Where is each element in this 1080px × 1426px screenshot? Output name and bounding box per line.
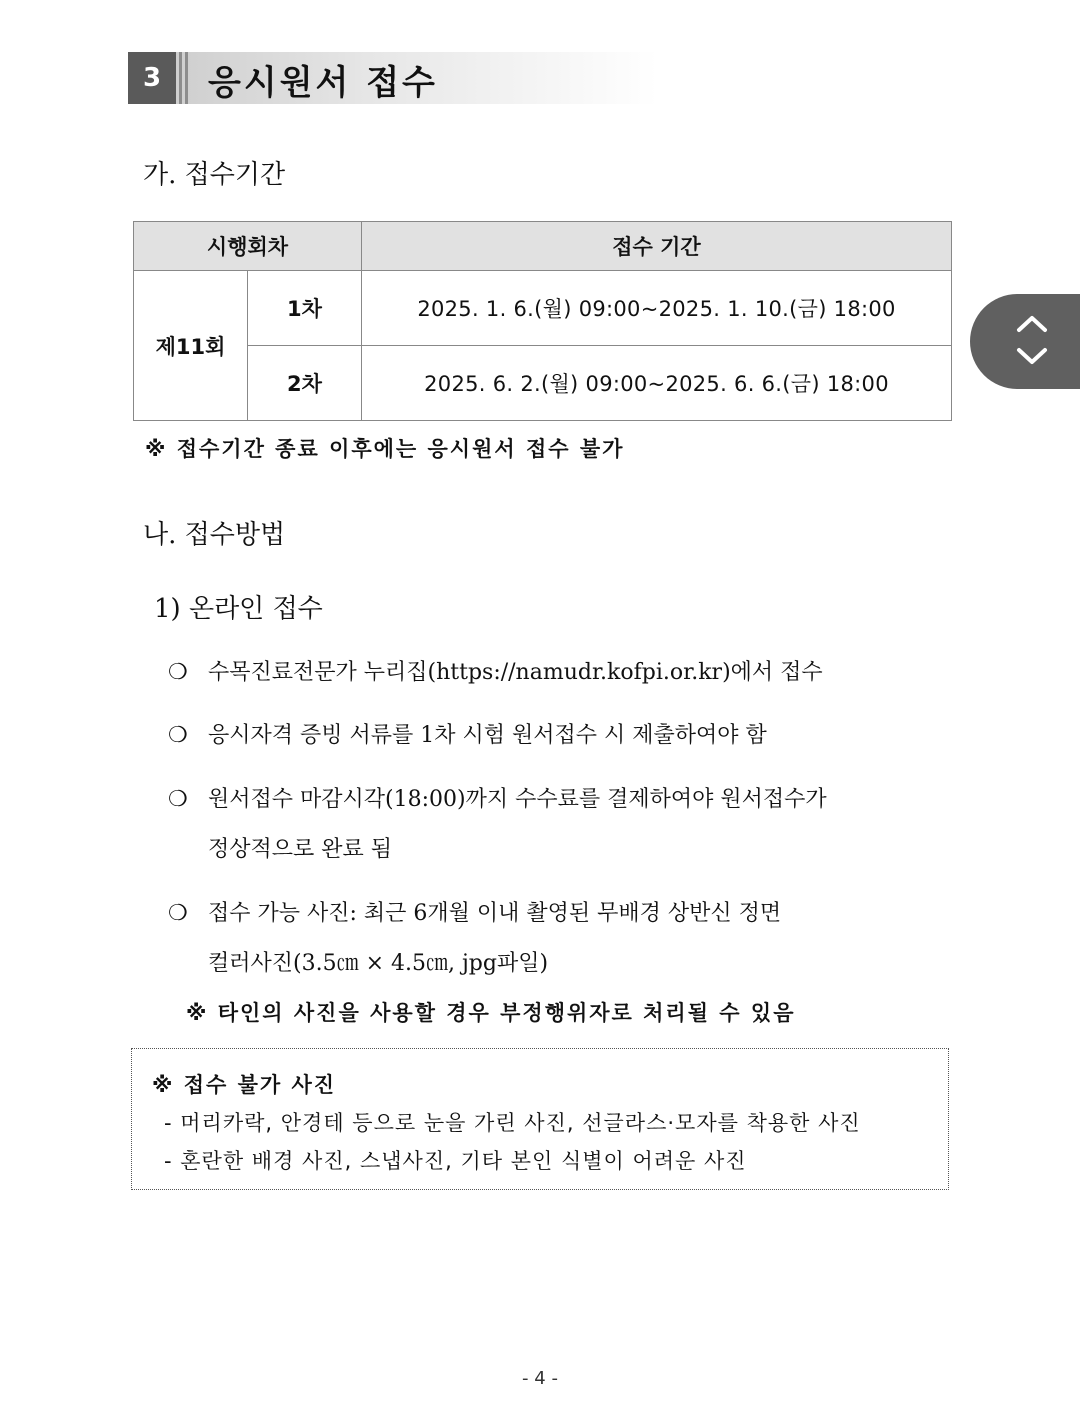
table-header-round: 시행회차	[134, 222, 362, 271]
scroll-up-down-icon	[1015, 310, 1049, 370]
section-divider-lines	[178, 52, 192, 104]
bullet-circle-icon: ❍	[168, 660, 188, 685]
date-cell: 2025. 1. 6.(월) 09:00~2025. 1. 10.(금) 18:00	[362, 271, 952, 346]
box-line: - 혼란한 배경 사진, 스냅사진, 기타 본인 식별이 어려운 사진	[164, 1149, 747, 1173]
list-item-text: 응시자격 증빙 서류를 1차 시험 원서접수 시 제출하여야 함	[208, 723, 767, 748]
scroll-up-down-button[interactable]	[970, 294, 1080, 389]
part-cell: 2차	[248, 346, 362, 421]
period-table	[133, 221, 952, 421]
table-header-row	[134, 222, 952, 271]
period-heading: 가. 접수기간	[143, 160, 286, 190]
list-item-continuation: 컬러사진(3.5㎝ × 4.5㎝, jpg파일)	[208, 951, 549, 976]
list-item	[168, 896, 781, 927]
method-heading: 나. 접수방법	[143, 520, 286, 550]
table-header-period: 접수 기간	[362, 222, 952, 271]
box-line: - 머리카락, 안경테 등으로 눈을 가린 사진, 선글라스·모자를 착용한 사진	[164, 1111, 861, 1135]
list-item	[168, 718, 767, 749]
method-subheading: 1) 온라인 접수	[154, 594, 323, 624]
part-cell: 1차	[248, 271, 362, 346]
list-item-continuation: 정상적으로 완료 됨	[208, 837, 393, 862]
rejected-photo-box	[131, 1048, 949, 1190]
bullet-circle-icon: ❍	[168, 901, 188, 926]
period-note: ※ 접수기간 종료 이후에는 응시원서 접수 불가	[145, 437, 625, 461]
list-item-text: 접수 가능 사진: 최근 6개월 이내 촬영된 무배경 상반신 정면	[208, 901, 782, 926]
section-title: 응시원서 접수	[208, 63, 438, 103]
date-cell: 2025. 6. 2.(월) 09:00~2025. 6. 6.(금) 18:00	[362, 346, 952, 421]
box-title: ※ 접수 불가 사진	[152, 1073, 337, 1097]
round-cell: 제11회	[134, 271, 248, 421]
section-number: 3	[128, 52, 176, 104]
list-item-text: 원서접수 마감시각(18:00)까지 수수료를 결제하여야 원서접수가	[208, 787, 827, 812]
bullet-circle-icon: ❍	[168, 723, 188, 748]
photo-note: ※ 타인의 사진을 사용할 경우 부정행위자로 처리될 수 있음	[186, 1001, 796, 1025]
list-item-text: 수목진료전문가 누리집(https://namudr.kofpi.or.kr)에서 접수	[208, 660, 823, 685]
list-item	[168, 782, 827, 813]
bullet-circle-icon: ❍	[168, 787, 188, 812]
list-item	[168, 655, 823, 686]
table-row	[134, 346, 952, 421]
page-number: - 4 -	[522, 1368, 558, 1389]
table-row	[134, 271, 952, 346]
